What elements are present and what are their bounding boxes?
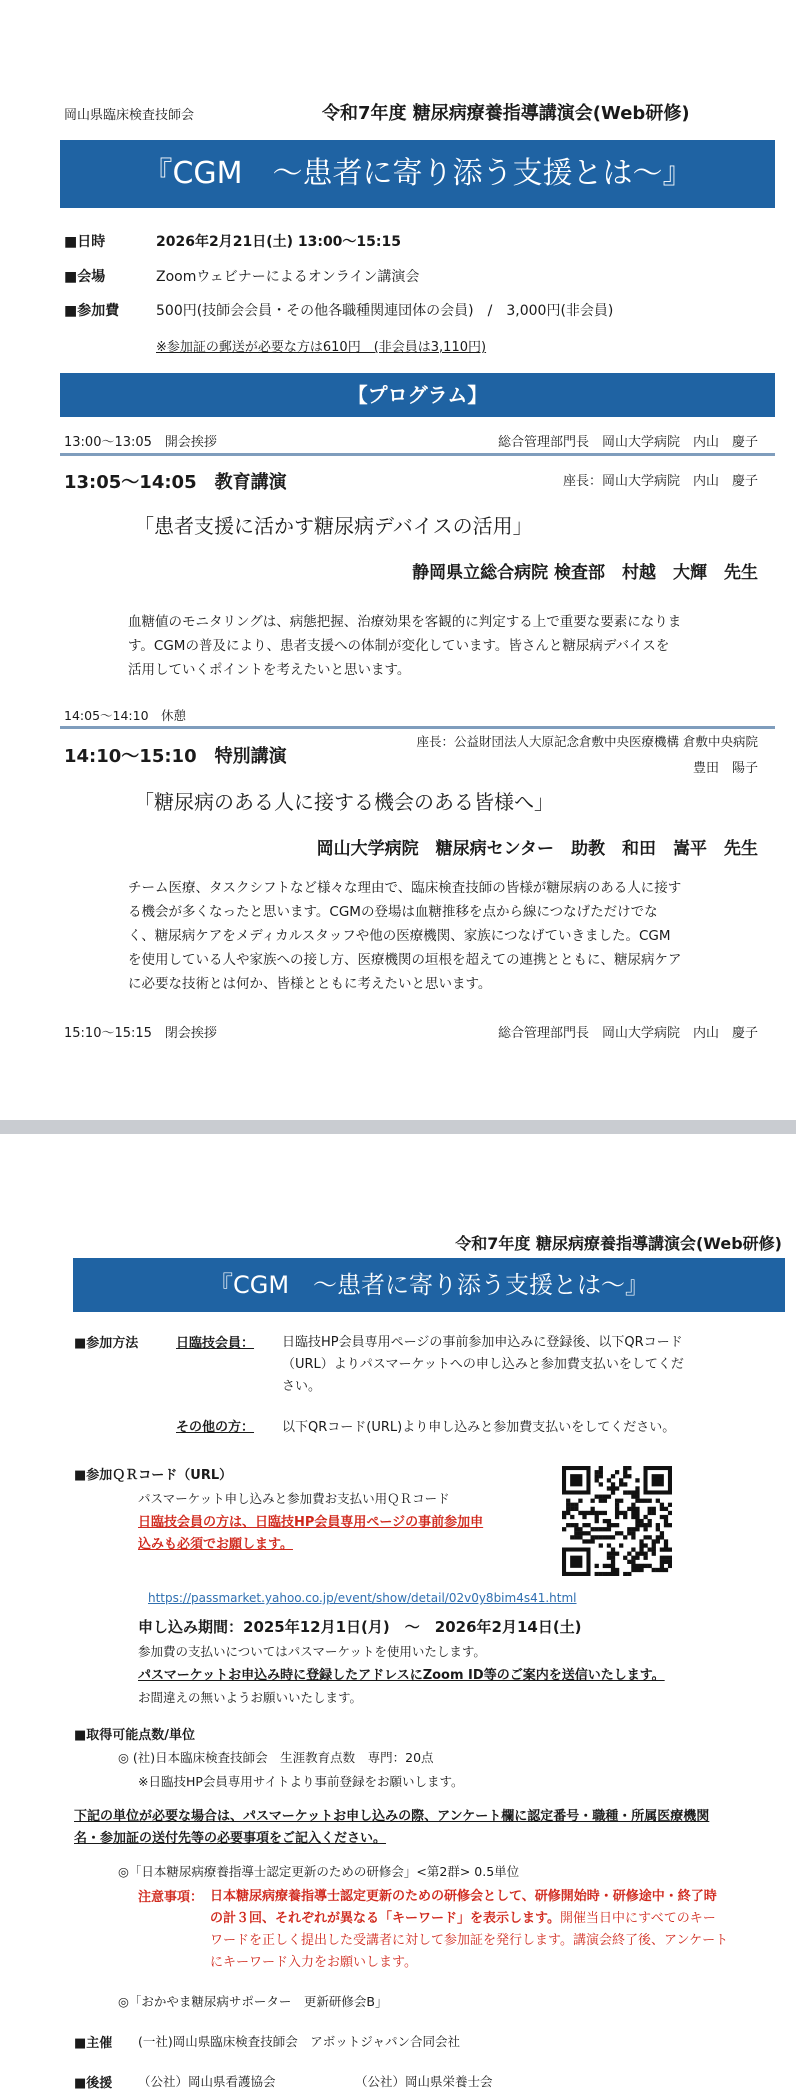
qr-description: パスマーケット申し込みと参加費お支払い用ＱＲコード [138, 1491, 450, 1506]
unit-line: 名・参加証の送付先等の必要事項をご記入ください。 [74, 1831, 387, 1846]
lecture1-time: 13:05～14:05 教育講演 [64, 472, 287, 493]
header-title: 令和7年度 糖尿病療養指導講演会(Web研修) [455, 1234, 782, 1253]
lecture1-chair: 座長：岡山大学病院 内山 慶子 [562, 474, 758, 489]
caution-bold-line: の計３回、それぞれが異なる「キーワード」を表示します。 [210, 1911, 560, 1926]
lecture2-speaker: 岡山大学病院 糖尿病センター 助教 和田 嵩平 先生 [316, 839, 758, 859]
opening-person: 総合管理部門長 岡山大学病院 内山 慶子 [497, 435, 758, 450]
caution-tail: 開催当日中にすべてのキー [559, 1911, 716, 1926]
fee-label: ■参加費 [64, 303, 120, 319]
org-name: 岡山県臨床検査技師会 [64, 108, 195, 123]
flyer-page-2 [0, 1134, 796, 2097]
credit-item-1: ◎ (社)日本臨床検査技師会 生涯教育点数 専門：20点 [118, 1750, 434, 1765]
banner-title: 『CGM ～患者に寄り添う支援とは～』 [208, 1271, 650, 1299]
payment-note: 参加費の支払いについてはパスマーケットを使用いたします。 [138, 1644, 486, 1659]
desc-line: す。CGMの普及により、患者支援への体制が変化しています。皆さんと糖尿病デバイスを [128, 638, 670, 654]
event-url-link[interactable]: https://passmarket.yahoo.co.jp/event/show/detail/02v0y8bim4s41.html [148, 1591, 577, 1605]
credit-item-3: ◎「おかやま糖尿病サポーター 更新研修会B」 [118, 1994, 388, 2009]
support-value-2: （公社）岡山県栄養士会 [355, 2074, 493, 2089]
unit-line: 下記の単位が必要な場合は、パスマーケットお申し込みの際、アンケート欄に認定番号・職種・所属医療機関 [74, 1809, 710, 1824]
notice-line: 日臨技会員の方は、日臨技HP会員専用ページの事前参加申 [138, 1515, 484, 1530]
method-label: ■参加方法 [74, 1336, 139, 1351]
caution-line: にキーワード入力をお願いします。 [210, 1955, 417, 1970]
lecture2-chair: 座長：公益財団法人大原記念倉敷中央医療機構 倉敷中央病院 [416, 734, 758, 749]
desc-line: 活用していくポイントを考えたいと思います。 [128, 662, 411, 678]
qr-member-notice [138, 1512, 483, 1556]
program-title: 【プログラム】 [347, 383, 488, 407]
divider [60, 726, 775, 729]
credit-note-1: ※日臨技HP会員専用サイトより事前登録をお願いします。 [138, 1774, 464, 1789]
lecture2-time: 14:10～15:10 特別講演 [64, 746, 287, 767]
header-title: 令和7年度 糖尿病療養指導講演会(Web研修) [322, 103, 690, 124]
date-label: ■日時 [64, 234, 106, 250]
lecture2-description [128, 876, 773, 996]
caution-bold-line: 日本糖尿病療養指導士認定更新のための研修会として、研修開始時・研修途中・終了時 [210, 1889, 717, 1904]
support-value-1: （公社）岡山県看護協会 [138, 2074, 276, 2089]
divider [60, 453, 775, 456]
lecture1-title: 「患者支援に活かす糖尿病デバイスの活用」 [134, 514, 533, 538]
break-time: 14:05～14:10 休憩 [64, 708, 187, 723]
member-label: 日臨技会員： [176, 1336, 255, 1351]
mistake-note: お間違えの無いようお願いいたします。 [138, 1690, 363, 1705]
title-banner [60, 140, 775, 208]
desc-line: く、糖尿病ケアをメディカルスタッフや他の医療機関、家族につなげていきました。CGM [128, 928, 671, 944]
other-instructions: 以下QRコード(URL)より申し込みと参加費支払いをしてください。 [282, 1420, 676, 1435]
closing-time: 15:10～15:15 閉会挨拶 [64, 1026, 217, 1041]
venue-label: ■会場 [64, 269, 106, 285]
closing-person: 総合管理部門長 岡山大学病院 内山 慶子 [497, 1026, 758, 1041]
member-line: さい。 [282, 1379, 322, 1394]
lecture2-chair-name: 豊田 陽子 [692, 761, 758, 776]
other-label: その他の方： [176, 1420, 255, 1435]
qr-label: ■参加ＱＲコード（URL） [74, 1468, 233, 1483]
credit-label: ■取得可能点数/単位 [74, 1728, 196, 1743]
caution-text [210, 1886, 780, 1974]
caution-label: 注意事項： [138, 1890, 204, 1905]
desc-line: る機会が多くなったと思います。CGMの登場は血糖推移を点から線につなげただけでな [128, 904, 658, 920]
desc-line: に必要な技術とは何か、皆様とともに考えたいと思います。 [128, 976, 492, 992]
credit-item-2: ◎「日本糖尿病療養指導士認定更新のための研修会」<第2群> 0.5単位 [118, 1864, 520, 1879]
desc-line: を使用している人や家族への接し方、医療機関の垣根を超えての連携とともに、糖尿病ケア [128, 952, 682, 968]
zoom-note: パスマーケットお申込み時に登録したアドレスにZoom ID等のご案内を送信いたします。 [138, 1668, 665, 1683]
apply-period: 申し込み期間：2025年12月1日(月) ～ 2026年2月14日(土) [138, 1618, 582, 1636]
date-value: 2026年2月21日(土) 13:00～15:15 [156, 234, 401, 250]
opening-time: 13:00～13:05 開会挨拶 [64, 435, 217, 450]
lecture1-speaker: 静岡県立総合病院 検査部 村越 大輝 先生 [412, 563, 758, 583]
lecture1-description [128, 610, 768, 682]
member-line: 日臨技HP会員専用ページの事前参加申込みに登録後、以下QRコード [282, 1335, 683, 1350]
desc-line: チーム医療、タスクシフトなど様々な理由で、臨床検査技師の皆様が糖尿病のある人に接す [128, 880, 682, 896]
qr-code[interactable] [562, 1466, 672, 1576]
notice-line: 込みも必須でお願します。 [138, 1537, 293, 1552]
member-instructions [282, 1332, 772, 1398]
caution-line: ワードを正しく提出した受講者に対して参加証を発行します。講演会終了後、アンケート [210, 1933, 729, 1948]
program-banner [60, 373, 775, 417]
fee-note: ※参加証の郵送が必要な方は610円 (非会員は3,110円) [156, 340, 487, 355]
unit-instructions [74, 1806, 779, 1850]
desc-line: 血糖値のモニタリングは、病態把握、治療効果を客観的に判定する上で重要な要素になりま [128, 614, 682, 630]
host-value: (一社)岡山県臨床検査技師会 アボットジャパン合同会社 [138, 2034, 461, 2049]
banner-title: 『CGM ～患者に寄り添う支援とは～』 [142, 156, 693, 191]
host-label: ■主催 [74, 2036, 113, 2051]
member-line: （URL）よりパスマーケットへの申し込みと参加費支払いをしてくだ [282, 1357, 684, 1372]
page-gap [0, 1120, 796, 1134]
lecture2-title: 「糖尿病のある人に接する機会のある皆様へ」 [134, 790, 554, 814]
support-label: ■後援 [74, 2076, 113, 2091]
fee-value: 500円(技師会会員・その他各職種関連団体の会員) / 3,000円(非会員) [156, 303, 614, 319]
venue-value: Zoomウェビナーによるオンライン講演会 [156, 269, 420, 285]
title-banner [73, 1258, 785, 1312]
